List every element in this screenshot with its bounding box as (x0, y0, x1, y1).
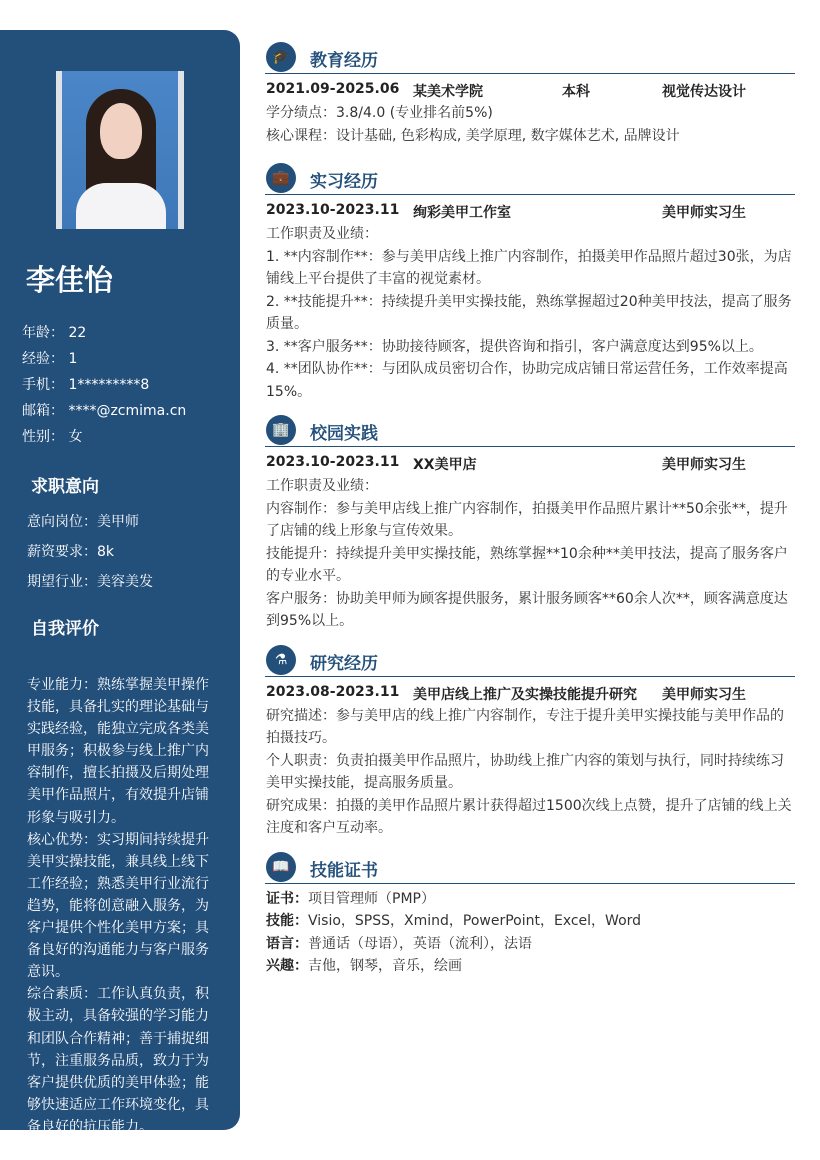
skill-value: 吉他，钢琴，音乐，绘画 (308, 958, 462, 974)
info-value: 22 (68, 325, 87, 341)
intent-value: 8k (97, 544, 115, 560)
skill-value: 项目管理师（PMP） (308, 890, 435, 907)
education-row (265, 78, 795, 102)
text-line: 3. **客户服务**：协助接待顾客，提供咨询和指引，客户满意度达到95%以上。 (266, 338, 763, 355)
info-label: 邮箱： (22, 403, 64, 419)
self-eval (27, 674, 217, 1138)
eval-paragraph: 专业能力：熟练掌握美甲操作技能，具备扎实的理论基础与实践经验，能独立完成各类美甲服务；积极参与线上推广内容制作，擅长拍摄及后期处理美甲作品照片，有效提升店铺形象与吸引力。 (27, 677, 209, 826)
building-icon: 🏢 (266, 415, 296, 445)
info-value: 1*********8 (68, 377, 150, 393)
section-internship (265, 161, 795, 195)
organization: XX美甲店 (413, 457, 477, 473)
intent-value: 美甲师 (97, 514, 139, 530)
info-value: 女 (68, 429, 83, 445)
skill-label: 兴趣： (266, 958, 308, 974)
degree: 本科 (562, 84, 590, 100)
section-title: 实习经历 (310, 172, 378, 192)
intent-label: 薪资要求： (27, 544, 97, 560)
section-title: 技能证书 (310, 860, 378, 881)
main-content (265, 40, 795, 978)
skill-label: 证书： (266, 890, 308, 907)
section-title: 校园实践 (310, 424, 378, 444)
info-gender (22, 426, 82, 446)
info-label: 性别： (22, 429, 64, 445)
info-value: 1 (68, 351, 78, 367)
skill-tools (265, 910, 795, 933)
book-icon: 📖 (266, 852, 296, 882)
info-experience (22, 348, 77, 368)
intent-salary (27, 541, 114, 561)
text-line: 个人职责：负责拍摄美甲作品照片，协助线上推广内容的策划与执行，同时持续练习美甲实操技能，提高服务质量。 (266, 752, 784, 791)
role: 美甲师实习生 (662, 457, 746, 473)
self-eval-heading: 自我评价 (31, 619, 99, 639)
info-value: ****@zcmima.cn (68, 403, 187, 419)
text-line: 研究描述：参与美甲店的线上推广内容制作，专注于提升美甲实操技能与美甲作品的拍摄技巧。 (266, 707, 784, 746)
text-line: 1. **内容制作**：参与美甲店线上推广内容制作，拍摄美甲作品照片超过30张，为店铺线上平台提供了丰富的视觉素材。 (266, 248, 792, 287)
section-education (265, 40, 795, 74)
date: 2023.10-2023.11 (266, 202, 400, 218)
text-line: 客户服务：协助美甲师为顾客提供服务，累计服务顾客**60余人次**，顾客满意度达到95%以上。 (266, 590, 788, 629)
text-line: 工作职责及业绩： (266, 478, 378, 494)
intent-industry (27, 571, 153, 591)
sidebar (0, 30, 240, 1135)
text-line: 核心课程：设计基础, 色彩构成, 美学原理, 数字媒体艺术, 品牌设计 (266, 127, 680, 144)
section-title: 研究经历 (310, 653, 378, 674)
major: 视觉传达设计 (662, 84, 746, 100)
intent-position (27, 511, 139, 531)
intent-heading: 求职意向 (31, 477, 99, 497)
info-age (22, 322, 86, 342)
eval-paragraph: 核心优势：实习期间持续提升美甲实操技能，兼具线上线下工作经验；熟悉美甲行业流行趋势，能将创意融入服务，为客户提供个性化美甲方案；具备良好的沟通能力与客户服务意识。 (27, 831, 209, 981)
section-campus (265, 413, 795, 447)
info-phone (22, 374, 149, 394)
text-line: 4. **团队协作**：与团队成员密切合作，协助完成店铺日常运营任务，工作效率提高15%。 (266, 361, 788, 400)
skill-value: Visio，SPSS，Xmind，PowerPoint，Excel，Word (308, 913, 642, 929)
internship-row (265, 199, 795, 223)
intent-label: 期望行业： (27, 574, 97, 590)
eval-paragraph: 综合素质：工作认真负责，积极主动，具备较强的学习能力和团队合作精神；善于捕捉细节，注重服务品质，致力于为客户提供优质的美甲体验；能够快速适应工作环境变化，具备良好的抗压能力。 (27, 986, 209, 1135)
school: 某美术学院 (413, 84, 483, 100)
info-label: 手机： (22, 377, 64, 393)
skill-value: 普通话（母语），英语（流利），法语 (308, 935, 532, 952)
date: 2021.09-2025.06 (266, 81, 400, 97)
profile-photo (56, 71, 184, 229)
info-label: 年龄： (22, 325, 64, 341)
skill-interests (265, 955, 795, 978)
info-email (22, 400, 186, 420)
text-line: 研究成果：拍摄的美甲作品照片累计获得超过1500次线上点赞，提升了店铺的线上关注度和客户互动率。 (266, 797, 792, 836)
text-line: 工作职责及业绩： (266, 226, 378, 242)
info-label: 经验： (22, 351, 64, 367)
skill-label: 语言： (266, 935, 308, 952)
date: 2023.10-2023.11 (266, 454, 400, 470)
briefcase-icon: 💼 (266, 163, 296, 193)
text-line: 技能提升：持续提升美甲实操技能，熟练掌握**10余种**美甲技法，提高了服务客户的专业水平。 (266, 545, 788, 584)
organization: 绚彩美甲工作室 (413, 205, 511, 221)
project: 美甲店线上推广及实操技能提升研究 (413, 686, 637, 703)
campus-row (265, 451, 795, 475)
graduation-cap-icon: 🎓 (266, 42, 296, 72)
role: 美甲师实习生 (662, 686, 746, 703)
candidate-name: 李佳怡 (26, 263, 114, 297)
text-line: 内容制作：参与美甲店线上推广内容制作，拍摄美甲作品照片累计**50余张**，提升了店铺的线上形象与宣传效果。 (266, 500, 788, 539)
skill-language (265, 933, 795, 956)
text-line: 学分绩点：3.8/4.0 (专业排名前5%) (266, 105, 493, 121)
section-title: 教育经历 (310, 51, 378, 71)
intent-value: 美容美发 (97, 574, 153, 590)
intent-label: 意向岗位： (27, 514, 97, 530)
skill-certificate (265, 888, 795, 911)
date: 2023.08-2023.11 (266, 683, 400, 700)
role: 美甲师实习生 (662, 205, 746, 221)
research-row (265, 681, 795, 705)
section-research (265, 643, 795, 677)
skill-label: 技能： (266, 913, 308, 929)
text-line: 2. **技能提升**：持续提升美甲实操技能，熟练掌握超过20种美甲技法，提高了服务质量。 (266, 293, 792, 332)
section-skills (265, 850, 795, 884)
flask-icon: ⚗ (266, 645, 296, 675)
